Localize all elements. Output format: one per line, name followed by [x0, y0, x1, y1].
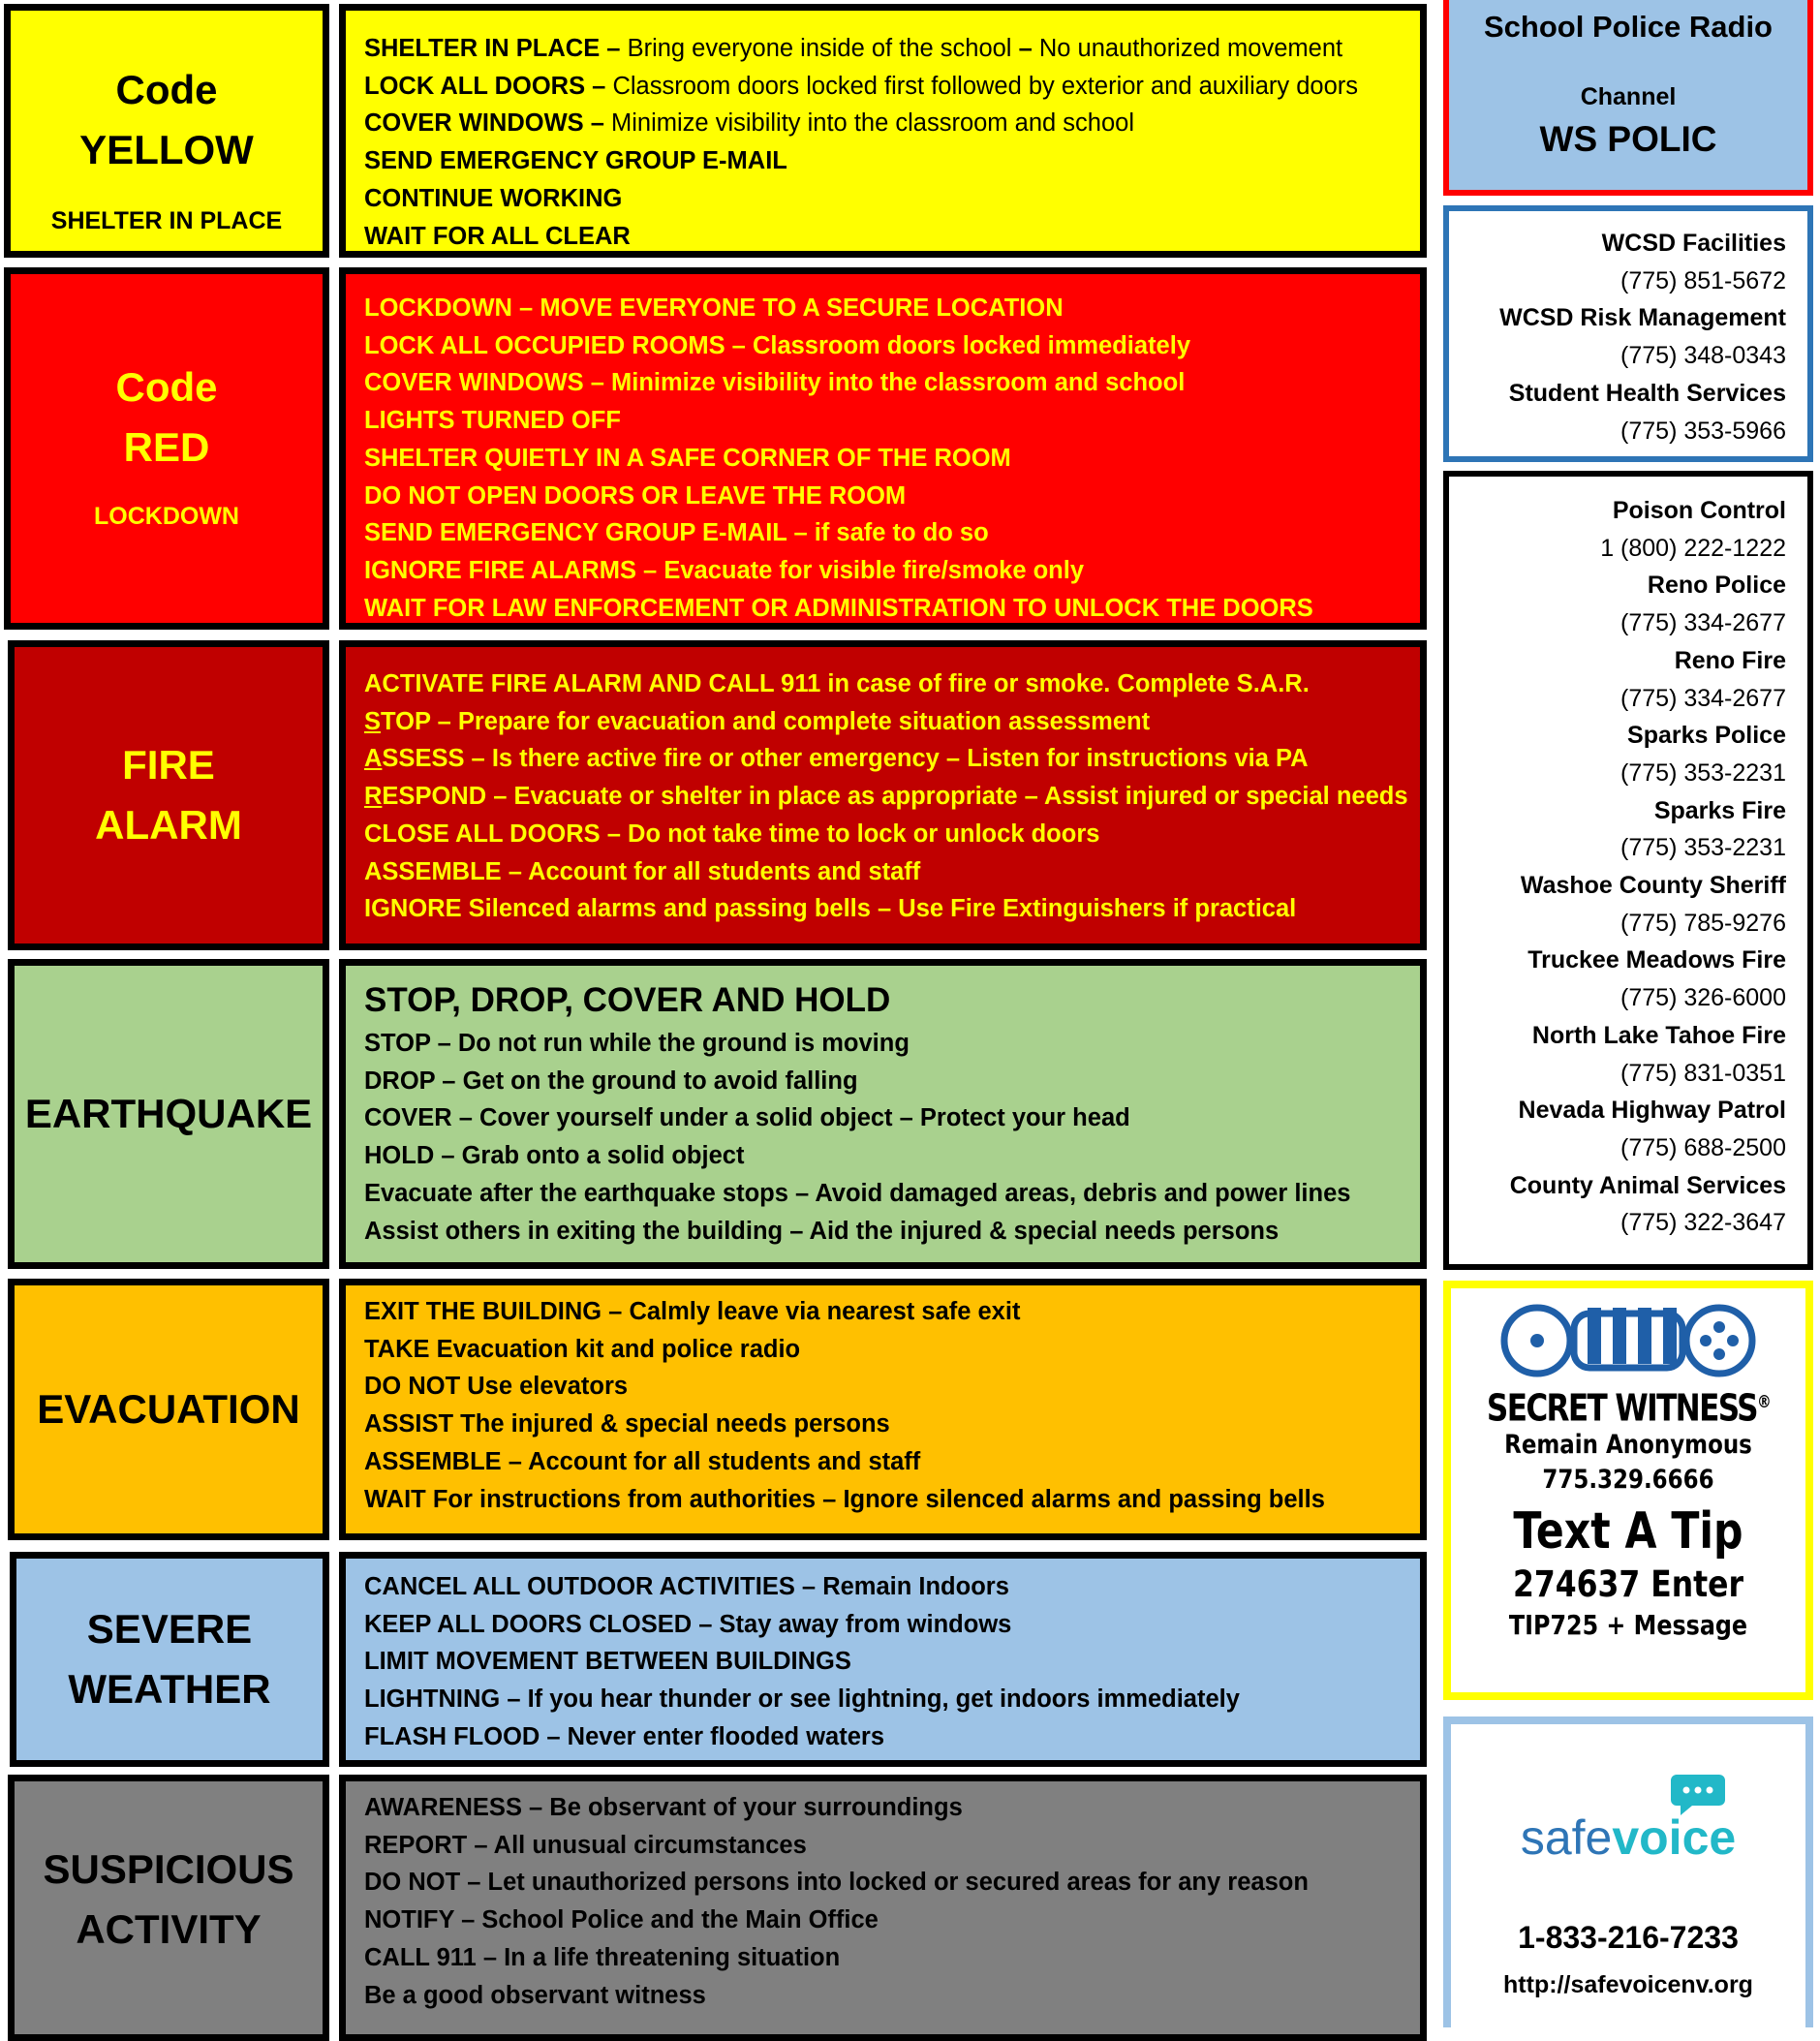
instruction-line: CONTINUE WORKING — [364, 184, 623, 212]
contact-phone: (775) 831-0351 — [1620, 1059, 1786, 1087]
contact-name: County Animal Services — [1509, 1171, 1786, 1199]
district-contacts — [1443, 205, 1813, 462]
contact-name: Truckee Meadows Fire — [1527, 946, 1786, 974]
contact-phone: (775) 688-2500 — [1620, 1133, 1786, 1161]
contact-name: Student Health Services — [1508, 379, 1786, 407]
severe-weather-title-1: SEVERE — [86, 1606, 253, 1652]
instruction-line: WAIT For instructions from authorities – Ignore silenced alarms and passing bells — [364, 1485, 1325, 1513]
code-yellow-sublabel: SHELTER IN PLACE — [50, 206, 283, 234]
contact-name: Nevada Highway Patrol — [1518, 1097, 1786, 1125]
secret-witness-tagline: Remain Anonymous — [1504, 1429, 1752, 1460]
severe-weather-instructions — [339, 1552, 1427, 1767]
instruction-line: Be a good observant witness — [364, 1981, 706, 2009]
emergency-contacts — [1443, 471, 1813, 1270]
earthquake-heading: STOP, DROP, COVER AND HOLD — [364, 981, 891, 1019]
contact-name: Poison Control — [1612, 497, 1786, 524]
contact-name: Reno Police — [1647, 572, 1786, 600]
instruction-line: LOCK ALL DOORS – Classroom doors locked first followed by exterior and auxiliary doors — [364, 72, 1359, 100]
instruction-line: LIGHTNING – If you hear thunder or see lightning, get indoors immediately — [364, 1685, 1240, 1714]
contact-name: North Lake Tahoe Fire — [1531, 1021, 1786, 1049]
radio-title: School Police Radio — [1484, 10, 1773, 44]
contact-phone: (775) 851-5672 — [1620, 266, 1786, 294]
earthquake-title: EARTHQUAKE — [24, 1091, 313, 1136]
contact-phone: (775) 785-9276 — [1620, 909, 1786, 937]
instruction-line: SHELTER QUIETLY IN A SAFE CORNER OF THE ROOM — [364, 444, 1011, 472]
instruction-line: DROP – Get on the ground to avoid falling — [364, 1067, 858, 1095]
instruction-line: LIGHTS TURNED OFF — [364, 407, 621, 435]
instruction-line: TAKE Evacuation kit and police radio — [364, 1335, 801, 1363]
secret-witness-name: SECRET WITNESS® — [1486, 1386, 1771, 1430]
fire-alarm-instructions — [339, 640, 1427, 950]
suspicious-activity-title-2: ACTIVITY — [76, 1905, 262, 1952]
instruction-line: WAIT FOR ALL CLEAR — [364, 222, 631, 250]
code-yellow-instructions — [339, 4, 1427, 258]
secret-witness-phone: 775.329.6666 — [1542, 1464, 1714, 1495]
instruction-line: RESPOND – Evacuate or shelter in place as appropriate – Assist injured or special needs — [364, 783, 1408, 811]
contact-phone: 1 (800) 222-1222 — [1600, 534, 1786, 562]
instruction-line: IGNORE Silenced alarms and passing bells – Use Fire Extinguishers if practical — [364, 895, 1297, 923]
earthquake-instructions — [339, 959, 1427, 1269]
text-tip-message: TIP725 + Message — [1508, 1608, 1748, 1641]
contact-phone: (775) 353-2231 — [1620, 834, 1786, 862]
instruction-line: COVER – Cover yourself under a solid object – Protect your head — [364, 1104, 1130, 1132]
contact-name: Sparks Police — [1627, 722, 1786, 750]
text-a-tip: Text A Tip — [1513, 1501, 1743, 1561]
instruction-line: COVER WINDOWS – Minimize visibility into the classroom and school — [364, 369, 1186, 397]
instruction-line: DO NOT Use elevators — [364, 1373, 629, 1401]
contact-phone: (775) 353-2231 — [1620, 758, 1786, 787]
fire-alarm-title-2: ALARM — [95, 802, 242, 848]
code-red-sublabel: LOCKDOWN — [94, 502, 239, 530]
instruction-line: WAIT FOR LAW ENFORCEMENT OR ADMINISTRATION TO UNLOCK THE DOORS — [364, 594, 1313, 622]
code-red-title-1: Code — [115, 363, 218, 410]
suspicious-activity-label — [8, 1775, 329, 2041]
code-yellow-label — [4, 4, 329, 258]
safevoice-url: http://safevoicenv.org — [1503, 1971, 1753, 1998]
instruction-line: LIMIT MOVEMENT BETWEEN BUILDINGS — [364, 1648, 851, 1676]
safevoice-logo: safevoice — [1520, 1810, 1737, 1865]
evacuation-title: EVACUATION — [37, 1386, 300, 1432]
severe-weather-label — [10, 1552, 329, 1767]
contact-name: Sparks Fire — [1653, 796, 1786, 824]
chat-bubble-icon — [1669, 1771, 1727, 1821]
instruction-line: CLOSE ALL DOORS – Do not take time to lock or unlock doors — [364, 819, 1100, 848]
instruction-line: IGNORE FIRE ALARMS – Evacuate for visible fire/smoke only — [364, 556, 1084, 584]
secret-witness-box — [1443, 1281, 1813, 1700]
severe-weather-title-2: WEATHER — [68, 1666, 271, 1712]
contact-name: Reno Fire — [1674, 646, 1786, 674]
instruction-line: ASSESS – Is there active fire or other emergency – Listen for instructions via PA — [364, 745, 1309, 773]
police-radio-box — [1443, 0, 1813, 196]
instruction-line: ASSIST The injured & special needs persons — [364, 1410, 890, 1438]
instruction-line: EXIT THE BUILDING – Calmly leave via nearest safe exit — [364, 1298, 1021, 1325]
code-red-title-2: RED — [123, 423, 210, 470]
fire-alarm-label — [8, 640, 329, 950]
contact-phone: (775) 326-6000 — [1620, 984, 1786, 1012]
contact-phone: (775) 348-0343 — [1620, 342, 1786, 370]
instruction-line: KEEP ALL DOORS CLOSED – Stay away from windows — [364, 1610, 1012, 1638]
instruction-line: COVER WINDOWS – Minimize visibility into the classroom and school — [364, 109, 1134, 138]
instruction-line: STOP – Do not run while the ground is moving — [364, 1030, 910, 1057]
instruction-line: FLASH FLOOD – Never enter flooded waters — [364, 1722, 885, 1750]
code-red-instructions — [339, 267, 1427, 630]
safevoice-phone: 1-833-216-7233 — [1518, 1920, 1739, 1955]
instruction-line: CALL 911 – In a life threatening situation — [364, 1943, 841, 1971]
contact-phone: (775) 353-5966 — [1620, 417, 1786, 445]
instruction-line: ASSEMBLE – Account for all students and staff — [364, 1447, 921, 1475]
secret-witness-logo-icon — [1496, 1300, 1760, 1377]
contact-phone: (775) 322-3647 — [1620, 1209, 1786, 1237]
radio-channel: WS POLIC — [1539, 119, 1717, 159]
safevoice-box — [1443, 1716, 1813, 2027]
contact-name: WCSD Risk Management — [1499, 304, 1786, 332]
instruction-line: SEND EMERGENCY GROUP E-MAIL – if safe to do so — [364, 519, 989, 547]
code-yellow-title-1: Code — [115, 66, 218, 112]
evacuation-instructions — [339, 1279, 1427, 1540]
contact-name: WCSD Facilities — [1601, 230, 1786, 257]
code-red-label — [4, 267, 329, 630]
instruction-line: REPORT – All unusual circumstances — [364, 1831, 807, 1859]
instruction-line: ASSEMBLE – Account for all students and staff — [364, 857, 921, 885]
instruction-line: DO NOT – Let unauthorized persons into locked or secured areas for any reason — [364, 1869, 1309, 1897]
instruction-line: DO NOT OPEN DOORS OR LEAVE THE ROOM — [364, 481, 907, 510]
fire-alarm-title-1: FIRE — [122, 742, 215, 788]
earthquake-label — [8, 959, 329, 1269]
instruction-line: CANCEL ALL OUTDOOR ACTIVITIES – Remain Indoors — [364, 1573, 1009, 1600]
suspicious-activity-title-1: SUSPICIOUS — [43, 1845, 294, 1892]
instruction-line: STOP – Prepare for evacuation and complete situation assessment — [364, 707, 1151, 735]
contact-phone: (775) 334-2677 — [1620, 609, 1786, 637]
instruction-line: AWARENESS – Be observant of your surroundings — [364, 1794, 963, 1821]
instruction-line: SHELTER IN PLACE – Bring everyone inside of the school – No unauthorized movement — [364, 35, 1343, 62]
instruction-line: SEND EMERGENCY GROUP E-MAIL — [364, 147, 787, 175]
code-yellow-title-2: YELLOW — [79, 126, 254, 172]
contact-phone: (775) 334-2677 — [1620, 684, 1786, 712]
text-tip-code: 274637 Enter — [1513, 1562, 1743, 1605]
instruction-line: NOTIFY – School Police and the Main Office — [364, 1906, 879, 1934]
instruction-line: ACTIVATE FIRE ALARM AND CALL 911 in case of fire or smoke. Complete S.A.R. — [364, 670, 1310, 697]
instruction-line: LOCKDOWN – MOVE EVERYONE TO A SECURE LOCATION — [364, 294, 1064, 322]
suspicious-activity-instructions — [339, 1775, 1427, 2041]
contact-name: Washoe County Sheriff — [1520, 872, 1786, 900]
instruction-line: LOCK ALL OCCUPIED ROOMS – Classroom doors locked immediately — [364, 331, 1191, 359]
instruction-line: Evacuate after the earthquake stops – Avoid damaged areas, debris and power lines — [364, 1179, 1351, 1207]
evacuation-label — [8, 1279, 329, 1540]
radio-channel-label: Channel — [1580, 83, 1677, 110]
instruction-line: HOLD – Grab onto a solid object — [364, 1142, 745, 1170]
instruction-line: Assist others in exiting the building – Aid the injured & special needs persons — [364, 1217, 1280, 1245]
